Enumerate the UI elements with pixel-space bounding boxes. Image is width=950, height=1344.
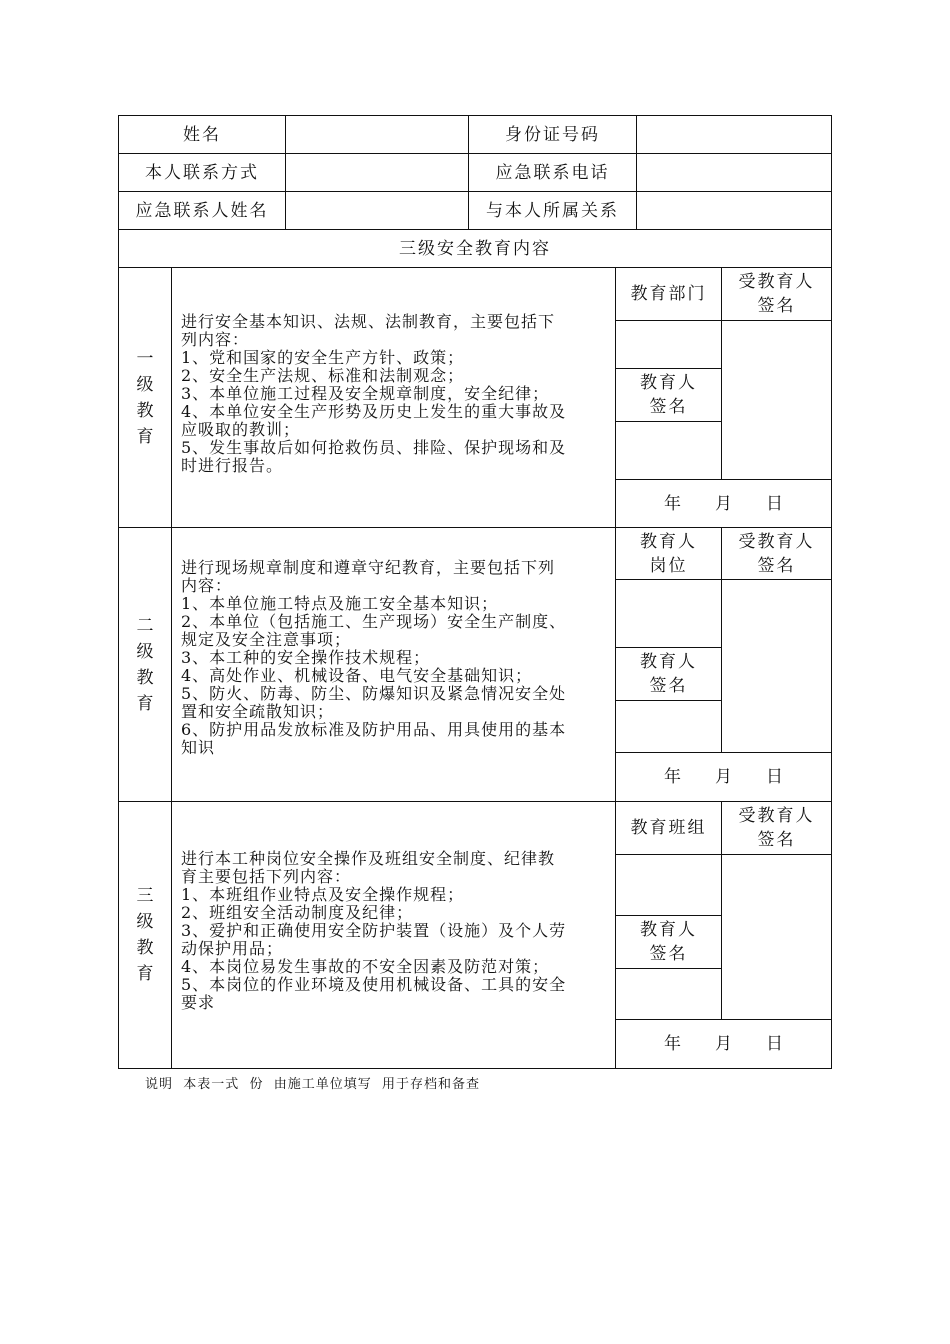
label-line: 签名 [649, 944, 688, 964]
content-line: 5、发生事故后如何抢救伤员、排险、保护现场和及 [181, 438, 567, 457]
section-title: 三级安全教育内容 [399, 238, 551, 259]
level3-trainee-signature-field[interactable] [722, 855, 831, 1019]
label-line: 教育人 [640, 920, 697, 940]
header-line: 教育人 [640, 531, 697, 552]
id-number-label: 身份证号码 [505, 124, 600, 145]
level3-educator-label [616, 916, 721, 968]
level1-educator-label [616, 369, 721, 421]
level3-label [119, 802, 171, 1068]
label-line: 教育人 [640, 652, 697, 672]
level1-label-char: 育 [136, 426, 154, 447]
content-line: 时进行报告。 [181, 456, 284, 475]
content-line: 动保护用品； [181, 939, 284, 958]
level1-label-char: 一 [136, 348, 154, 369]
header-line: 签名 [757, 296, 796, 316]
level2-trainee-signature-field[interactable] [722, 580, 831, 752]
name-field[interactable] [286, 116, 468, 153]
level2-position-header [616, 528, 721, 579]
content-line: 6、防护用品发放标准及防护用品、用具使用的基本 [181, 720, 567, 739]
content-line: 内容： [181, 576, 233, 595]
content-line: 1、本班组作业特点及安全操作规程； [181, 885, 465, 904]
content-line: 要求 [181, 993, 216, 1012]
table-border-right [831, 115, 832, 1069]
level2-label-char: 二 [136, 615, 154, 636]
content-line: 应吸取的教训； [181, 420, 301, 439]
emergency-name-field[interactable] [286, 192, 468, 229]
level1-content [181, 313, 566, 475]
footer-note: 说明 本表一式 份 由施工单位填写 用于存档和备查 [145, 1077, 481, 1092]
content-line: 进行现场规章制度和遵章守纪教育，主要包括下列 [181, 558, 556, 577]
content-line: 1、本单位施工特点及施工安全基本知识； [181, 594, 499, 613]
level3-educator-signature-field[interactable] [616, 969, 721, 1019]
col-divider [171, 267, 172, 1069]
label-line: 签名 [649, 676, 688, 696]
content-line: 育主要包括下列内容： [181, 867, 352, 886]
id-number-field[interactable] [637, 116, 831, 153]
content-line: 3、爱护和正确使用安全防护装置（设施）及个人劳 [181, 921, 567, 940]
table-border-bottom [118, 1068, 832, 1069]
emergency-name-label: 应急联系人姓名 [135, 200, 269, 221]
level2-label-char: 育 [136, 693, 154, 714]
content-line: 2、安全生产法规、标准和法制观念； [181, 366, 465, 385]
content-line: 1、党和国家的安全生产方针、政策； [181, 348, 465, 367]
level2-trainee-header [722, 528, 831, 579]
content-line: 5、本岗位的作业环境及使用机械设备、工具的安全 [181, 975, 567, 994]
level3-team-header: 教育班组 [630, 818, 707, 838]
level2-label-char: 级 [136, 641, 154, 662]
level1-label-char: 级 [136, 374, 154, 395]
level1-dept-header: 教育部门 [630, 284, 707, 304]
content-line: 进行本工种岗位安全操作及班组安全制度、纪律教 [181, 849, 556, 868]
content-line: 4、本单位安全生产形势及历史上发生的重大事故及 [181, 402, 567, 421]
level3-label-char: 育 [136, 964, 154, 984]
content-line: 5、防火、防毒、防尘、防爆知识及紧急情况安全处 [181, 684, 567, 703]
content-line: 3、本工种的安全操作技术规程； [181, 648, 431, 667]
emergency-phone-field[interactable] [637, 154, 831, 191]
relation-label: 与本人所属关系 [486, 200, 619, 221]
level2-position-field[interactable] [616, 580, 721, 647]
content-line: 进行安全基本知识、法规、法制教育，主要包括下 [181, 312, 556, 331]
level3-trainee-header [722, 802, 831, 854]
emergency-phone-label: 应急联系电话 [495, 162, 610, 183]
level1-trainee-header [722, 268, 831, 320]
content-line: 4、本岗位易发生事故的不安全因素及防范对策； [181, 957, 550, 976]
level3-team-field[interactable] [616, 855, 721, 915]
header-line: 签名 [757, 830, 796, 850]
level2-content [181, 559, 566, 757]
relation-field[interactable] [637, 192, 831, 229]
content-line: 列内容： [181, 330, 250, 349]
contact-field[interactable] [286, 154, 468, 191]
level1-dept-field[interactable] [616, 321, 721, 368]
level2-educator-label [616, 648, 721, 700]
content-line: 2、班组安全活动制度及纪律； [181, 903, 414, 922]
level1-educator-signature-field[interactable] [616, 422, 721, 479]
level2-date: 年 月 日 [664, 767, 783, 787]
header-line: 受教育人 [738, 272, 815, 292]
header-line: 受教育人 [738, 806, 815, 826]
content-line: 知识 [181, 738, 216, 757]
header-line: 受教育人 [738, 531, 815, 552]
level3-content [181, 850, 566, 1012]
contact-label: 本人联系方式 [145, 162, 259, 183]
level3-date: 年 月 日 [664, 1034, 783, 1054]
level1-trainee-signature-field[interactable] [722, 321, 831, 479]
level3-label-char: 三 [136, 886, 154, 906]
content-line: 2、本单位（包括施工、生产现场）安全生产制度、 [181, 612, 567, 631]
level1-label [119, 268, 171, 527]
label-line: 教育人 [640, 373, 697, 393]
level2-educator-signature-field[interactable] [616, 701, 721, 752]
name-label: 姓名 [183, 124, 221, 145]
content-line: 3、本单位施工过程及安全规章制度，安全纪律； [181, 384, 550, 403]
level2-label-char: 教 [136, 667, 154, 688]
header-line: 签名 [757, 555, 796, 576]
content-line: 4、高处作业、机械设备、电气安全基础知识； [181, 666, 533, 685]
level1-label-char: 教 [136, 400, 154, 421]
content-line: 置和安全疏散知识； [181, 702, 335, 721]
label-line: 签名 [649, 397, 688, 417]
level1-date: 年 月 日 [664, 493, 783, 514]
level3-label-char: 级 [136, 912, 154, 932]
content-line: 规定及安全注意事项； [181, 630, 352, 649]
level3-label-char: 教 [136, 938, 154, 958]
header-line: 岗位 [649, 555, 688, 576]
level2-label [119, 528, 171, 801]
